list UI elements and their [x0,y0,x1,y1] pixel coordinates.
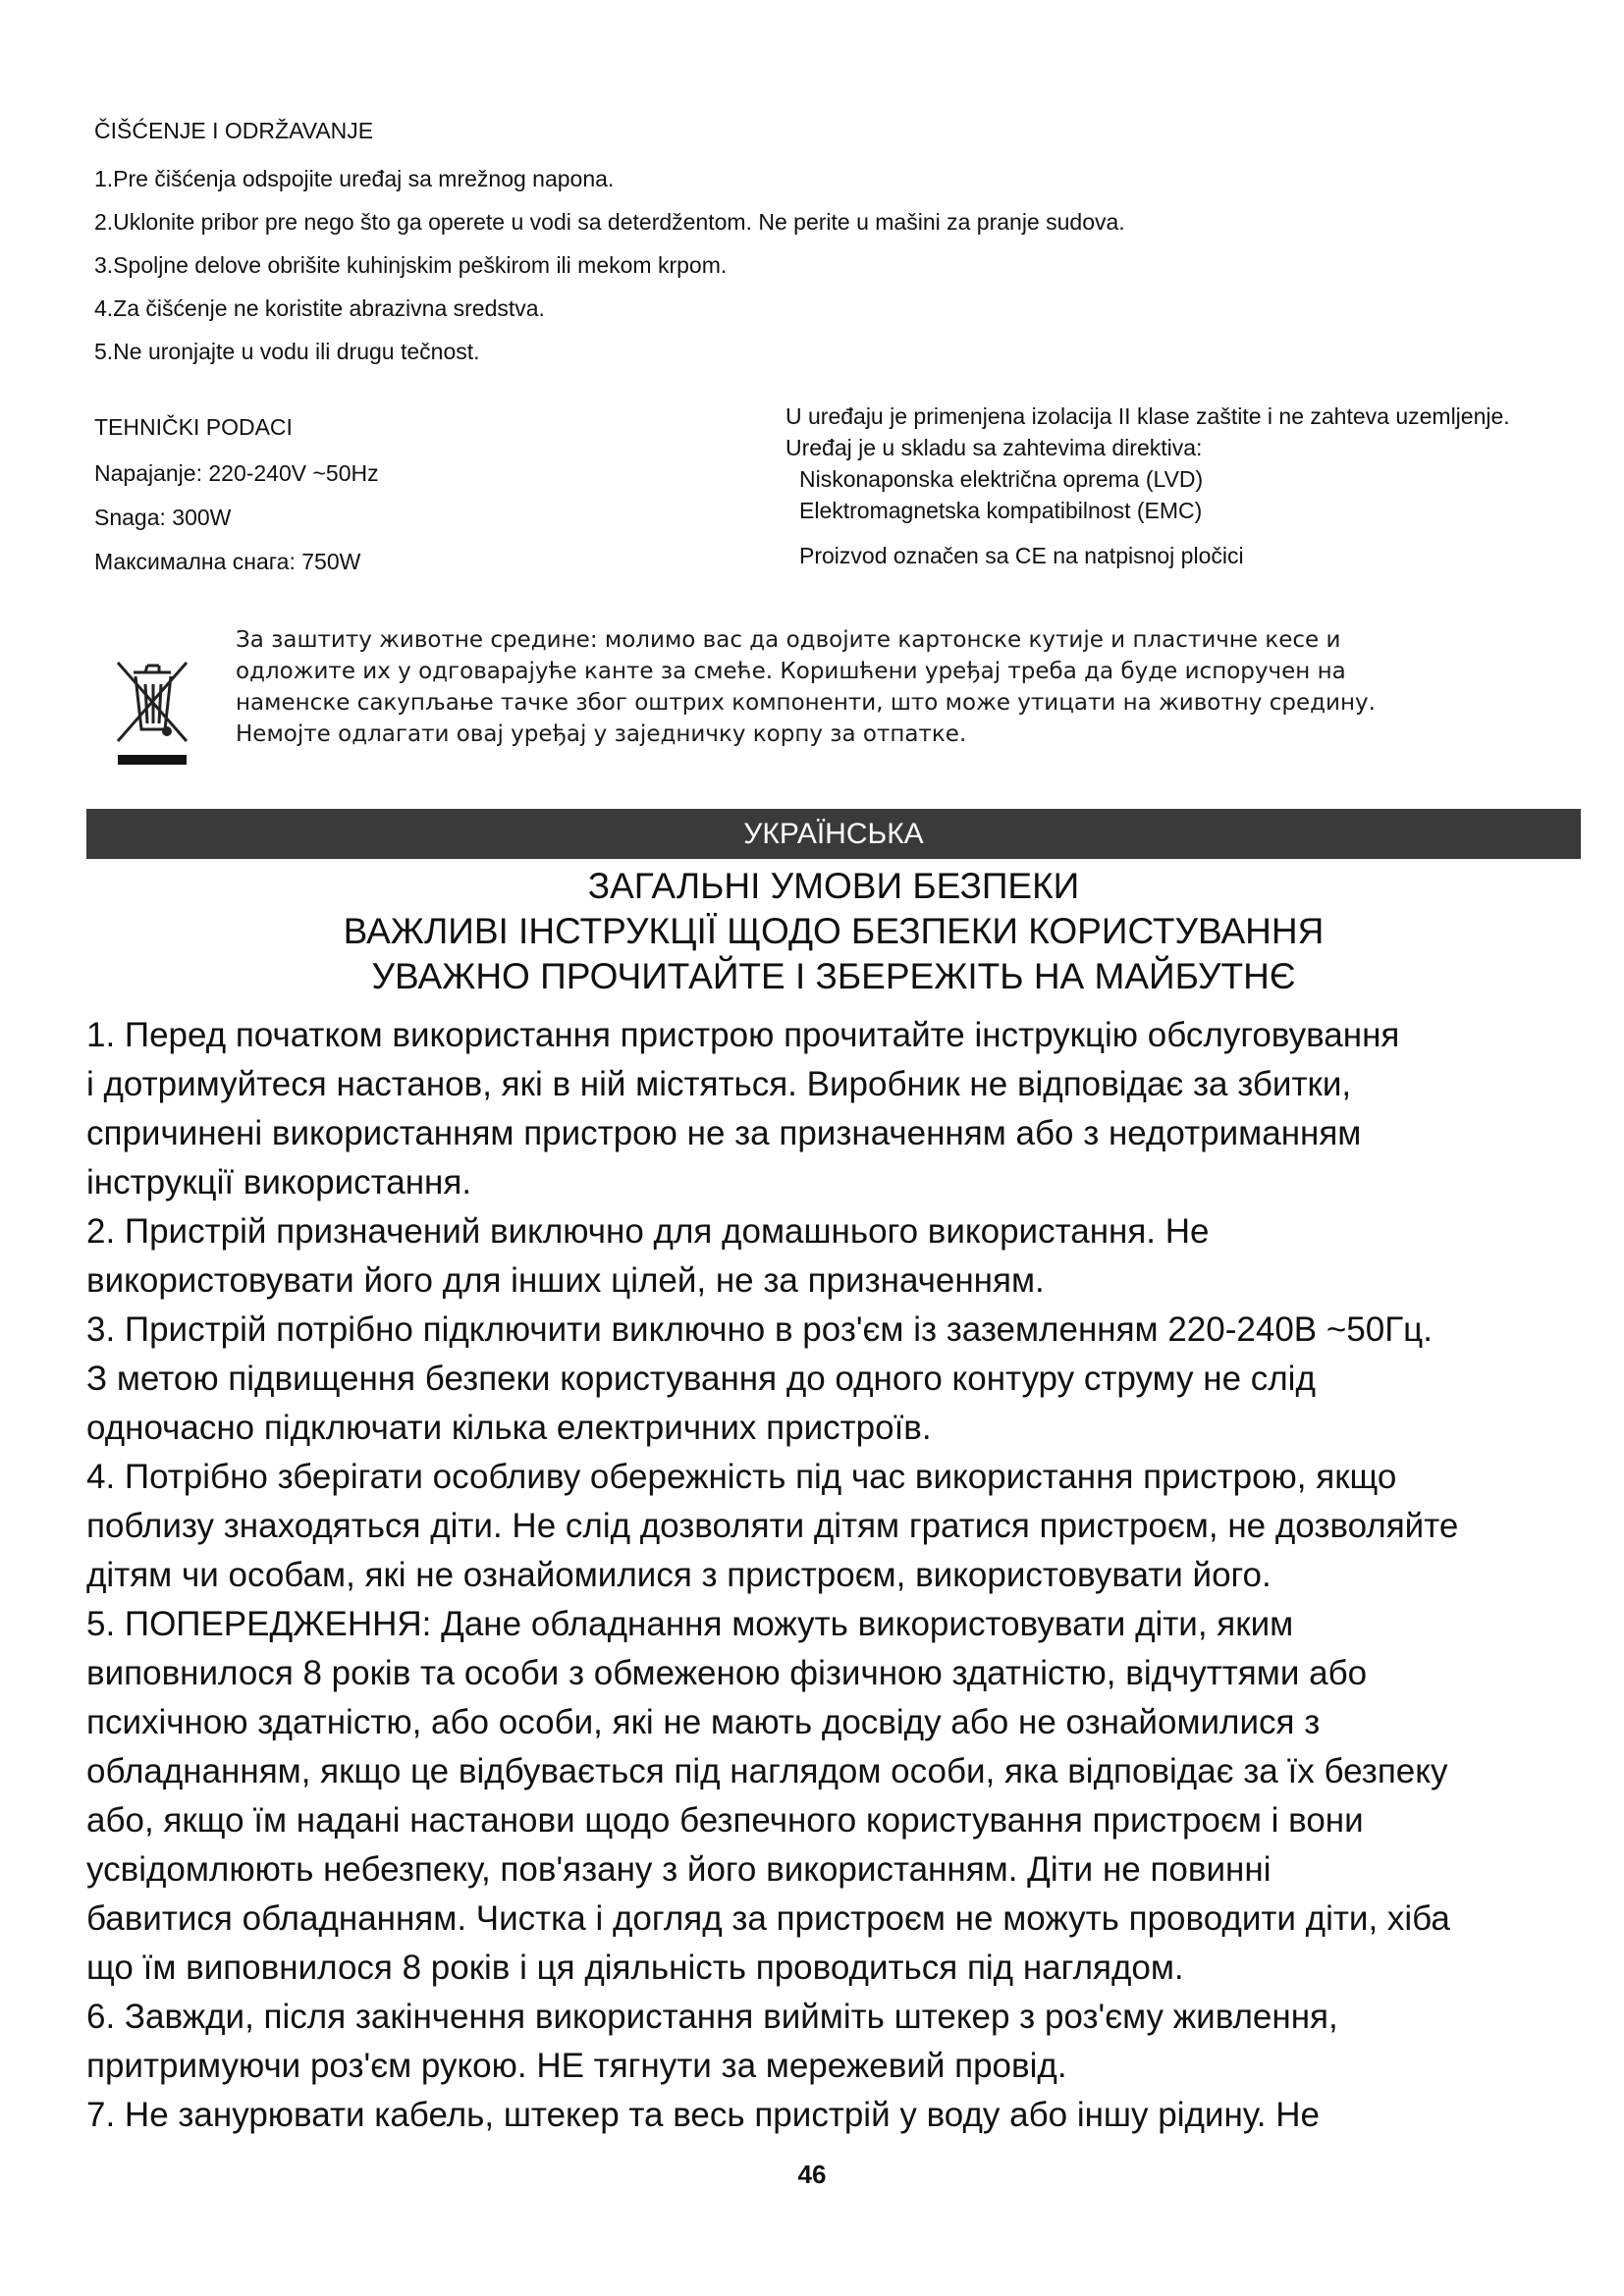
body-line: використовувати його для інших цілей, не за призначенням. [86,1261,1045,1300]
body-line: бавитися обладнанням. Чистка і догляд за пристроєм не можуть проводити діти, хіба [86,1899,1450,1938]
body-line: і дотримуйтеся настанов, які в ній містяться. Виробник не відповідає за збитки, [86,1065,1352,1103]
body-line: З метою підвищення безпеки користування до одного контуру струму не слід [86,1360,1316,1398]
tech-data [94,402,379,584]
tech-max-power: Максимална снага: 750W [94,549,361,574]
list-item: 4.Za čišćenje ne koristite abrazivna sredstva. [94,295,545,321]
body-line: виповнилося 8 років та особи з обмеженою фізичною здатністю, відчуттями або [86,1654,1368,1692]
compliance-line: Niskonaponska električna oprema (LVD) [799,466,1204,492]
body-line: одночасно підключати кілька електричних пристроїв. [86,1409,932,1447]
body-line: що їм виповнилося 8 років і ця діяльність проводиться під наглядом. [86,1949,1184,1987]
body-line: притримуючи роз'єм рукою. НЕ тягнути за мережевий провід. [86,2047,1067,2085]
cleaning-list [94,157,1125,373]
body-line: 3. Пристрій потрібно підключити виключно в роз'єм із заземленням 220-240В ~50Гц. [86,1310,1433,1349]
body-line: усвідомлюють небезпеку, пов'язану з його використанням. Діти не повинні [86,1850,1272,1889]
body-line: 4. Потрібно зберігати особливу обережність під час використання пристрою, якщо [86,1458,1397,1496]
body-line: 6. Завжди, після закінчення використання вийміть штекер з роз'єму живлення, [86,1998,1338,2036]
body-line: 7. Не занурювати кабель, штекер та весь пристрій у воду або іншу рідину. Не [86,2096,1320,2134]
body-line: обладнанням, якщо це відбувається під наглядом особи, яка відповідає за їх безпеку [86,1752,1448,1790]
compliance-line: Proizvod označen sa CE na natpisnoj pločici [799,543,1244,568]
eco-notice [236,624,1542,750]
body-line: інструкції використання. [86,1163,472,1201]
tech-title: TEHNIČKI PODACI [94,414,293,440]
list-item: 5.Ne uronjajte u vodu ili drugu tečnost. [94,339,480,364]
eco-line: одложите их у одговарајуће канте за смеће. Коришћени уређај треба да буде испоручен на [236,659,1346,684]
tech-power: Snaga: 300W [94,505,232,530]
eco-line: наменске сакупљање тачке због оштрих компоненти, што може утицати на животну средину. [236,690,1376,716]
eco-line: За заштиту животне средине: молимо вас да одвојите картонске кутије и пластичне кесе и [236,627,1341,653]
safety-instructions-body [86,1011,1589,2140]
eco-line: Немојте одлагати овај уређај у заједничку корпу за отпатке. [236,721,967,747]
list-item: 3.Spoljne delove obrišite kuhinjskim peškirom ili mekom krpom. [94,252,728,278]
compliance-line: U uređaju je primenjena izolacija II klase zaštite i ne zahteva uzemljenje. [785,403,1510,429]
weee-crossed-bin-icon [108,653,196,771]
safety-headings [86,864,1581,999]
body-line: дітям чи особам, які не ознайомилися з пристроєм, використовувати його. [86,1556,1272,1594]
body-line: 2. Пристрій призначений виключно для домашнього використання. Не [86,1212,1210,1251]
body-line: психічною здатністю, або особи, які не мають досвіду або не ознайомилися з [86,1703,1321,1741]
body-line: поблизу знаходяться діти. Не слід дозволяти дітям гратися пристроєм, не дозволяйте [86,1507,1459,1545]
language-bar: УКРАЇНСЬКА [86,809,1581,859]
body-line: 1. Перед початком використання пристрою прочитайте інструкцію обслуговування [86,1016,1400,1054]
body-line: спричинені використанням пристрою не за призначенням або з недотриманням [86,1114,1362,1152]
compliance-line: Elektromagnetska kompatibilnost (EMC) [799,498,1203,523]
cleaning-title: ČIŠĆENJE I ODRŽAVANJE [94,118,374,143]
heading-line: УВАЖНО ПРОЧИТАЙТЕ І ЗБЕРЕЖІТЬ НА МАЙБУТНЄ [371,956,1296,996]
compliance-line: Uređaj je u skladu sa zahtevima direktiva: [785,435,1203,460]
tech-supply: Napajanje: 220-240V ~50Hz [94,460,379,486]
heading-line: ВАЖЛИВІ ІНСТРУКЦІЇ ЩОДО БЕЗПЕКИ КОРИСТУВАННЯ [343,911,1325,951]
heading-line: ЗАГАЛЬНІ УМОВИ БЕЗПЕКИ [587,866,1080,906]
list-item: 2.Uklonite pribor pre nego što ga operete u vodi sa deterdžentom. Ne perite u mašini za pranje sudova. [94,209,1125,235]
list-item: 1.Pre čišćenja odspojite uređaj sa mrežnog napona. [94,166,615,191]
compliance-block [785,400,1510,571]
page-number: 46 [797,2160,827,2189]
body-line: або, якщо їм надані настанови щодо безпечного користування пристроєм і вони [86,1801,1364,1840]
body-line: 5. ПОПЕРЕДЖЕННЯ: Дане обладнання можуть використовувати діти, яким [86,1605,1294,1643]
